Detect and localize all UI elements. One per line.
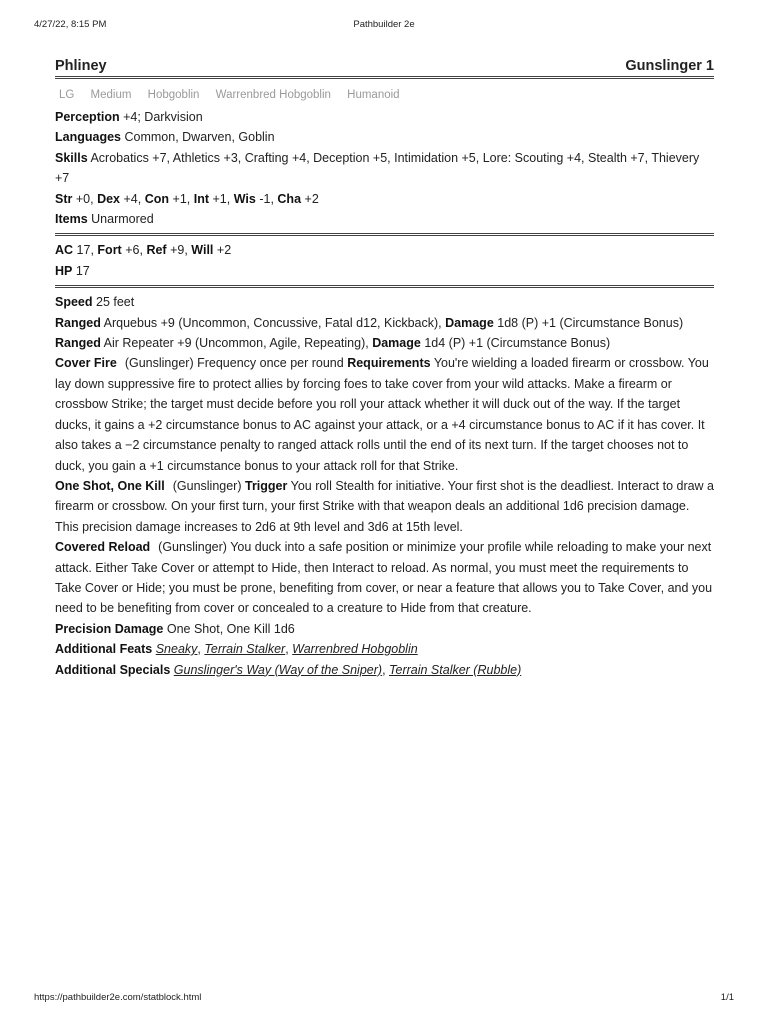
print-url: https://pathbuilder2e.com/statblock.html: [34, 992, 202, 1003]
ability-name: Cover Fire: [55, 356, 117, 371]
feat-link-warrenbred-hobgoblin[interactable]: Warrenbred Hobgoblin: [292, 642, 418, 657]
statblock: [55, 58, 714, 680]
special-link-gunslingers-way[interactable]: Gunslinger's Way (Way of the Sniper): [173, 662, 383, 677]
ability-covered-reload: Covered Reload (Gunslinger) You duck into a safe position or minimize your profile while reloading to make your next attack. Either Take Cover or attempt to Hide, then Interact to reload. As normal, you must meet the requirements to Take Cover or Hide; you must be prone, benefiting from cover, or near a feature that allows you to Take Cover, and you need to be benefiting from cover or concealed to a creature to Hide from that creature.: [55, 540, 713, 616]
additional-specials-line: Additional Specials Gunslinger's Way (Way of the Sniper), Terrain Stalker (Rubble): [55, 662, 522, 677]
attributes-line: Str +0, Dex +4, Con +1, Int +1, Wis -1, Cha +2: [55, 191, 319, 206]
print-footer: [34, 992, 734, 1003]
feat-link-sneaky[interactable]: Sneaky: [155, 642, 198, 657]
character-name: Phliney: [55, 58, 107, 74]
defense-divider: [55, 233, 714, 236]
trait-ancestry: Hobgoblin: [147, 89, 200, 101]
skills-line: Skills Acrobatics +7, Athletics +3, Crafting +4, Deception +5, Intimidation +5, Lore: Scouting +4, Stealth +7, Thievery +7: [55, 150, 700, 186]
offense-divider: [55, 285, 714, 288]
ability-name: Covered Reload: [55, 540, 151, 555]
precision-damage-line: Precision Damage One Shot, One Kill 1d6: [55, 621, 295, 636]
trait-size: Medium: [90, 89, 132, 101]
print-header: [34, 19, 734, 30]
languages-line: Languages Common, Dwarven, Goblin: [55, 130, 275, 145]
trait-type: Humanoid: [347, 89, 400, 101]
trait-alignment: LG: [59, 89, 75, 101]
statblock-title-row: [55, 58, 714, 76]
defenses-line: AC 17, Fort +6, Ref +9, Will +2: [55, 243, 232, 258]
feat-link-terrain-stalker[interactable]: Terrain Stalker: [204, 642, 286, 657]
trait-heritage: Warrenbred Hobgoblin: [215, 89, 331, 101]
print-datetime: 4/27/22, 8:15 PM: [34, 19, 107, 30]
items-line: Items Unarmored: [55, 212, 154, 227]
hp-line: HP 17: [55, 263, 90, 278]
perception-line: Perception +4; Darkvision: [55, 110, 203, 124]
ability-cover-fire: Cover Fire (Gunslinger) Frequency once per round Requirements You're wielding a loaded firearm or crossbow. You lay down suppressive fire to protect allies by forcing foes to take cover from your wild attacks. Make a firearm or crossbow Strike; the target must decide before you roll your attack whether it will duck out of the way. If the target ducks, it gains a +2 circumstance bonus to AC against your attack, or a +4 circumstance bonus to AC if it has cover. It also takes a −2 circumstance penalty to ranged attack rolls until the end of its next turn. If the target chooses not to duck, you gain a +1 circumstance bonus to your attack roll for that Strike.: [55, 356, 709, 473]
ranged-attack-air-repeater: Ranged Air Repeater +9 (Uncommon, Agile, Repeating), Damage 1d4 (P) +1 (Circumstance Bonus): [55, 336, 611, 351]
print-page-title: Pathbuilder 2e: [353, 19, 415, 30]
special-link-terrain-stalker-rubble[interactable]: Terrain Stalker (Rubble): [389, 662, 522, 677]
ability-one-shot-one-kill: One Shot, One Kill (Gunslinger) Trigger You roll Stealth for initiative. Your first shot is the deadliest. Interact to draw a firearm or crossbow. On your first turn, your first Strike with that weapon deals an additional 1d6 precision damage. This precision damage increases to 2d6 at 9th level and 3d6 at 15th level.: [55, 478, 715, 534]
ranged-attack-arquebus: Ranged Arquebus +9 (Uncommon, Concussive, Fatal d12, Kickback), Damage 1d8 (P) +1 (Circumstance Bonus): [55, 315, 684, 330]
trait-list: [59, 89, 714, 101]
speed-line: Speed 25 feet: [55, 295, 135, 310]
print-page-number: 1/1: [720, 992, 734, 1003]
character-class-level: Gunslinger 1: [625, 58, 714, 74]
title-divider: [55, 76, 714, 79]
ability-name: One Shot, One Kill: [55, 478, 165, 493]
additional-feats-line: Additional Feats Sneaky, Terrain Stalker, Warrenbred Hobgoblin: [55, 642, 418, 657]
